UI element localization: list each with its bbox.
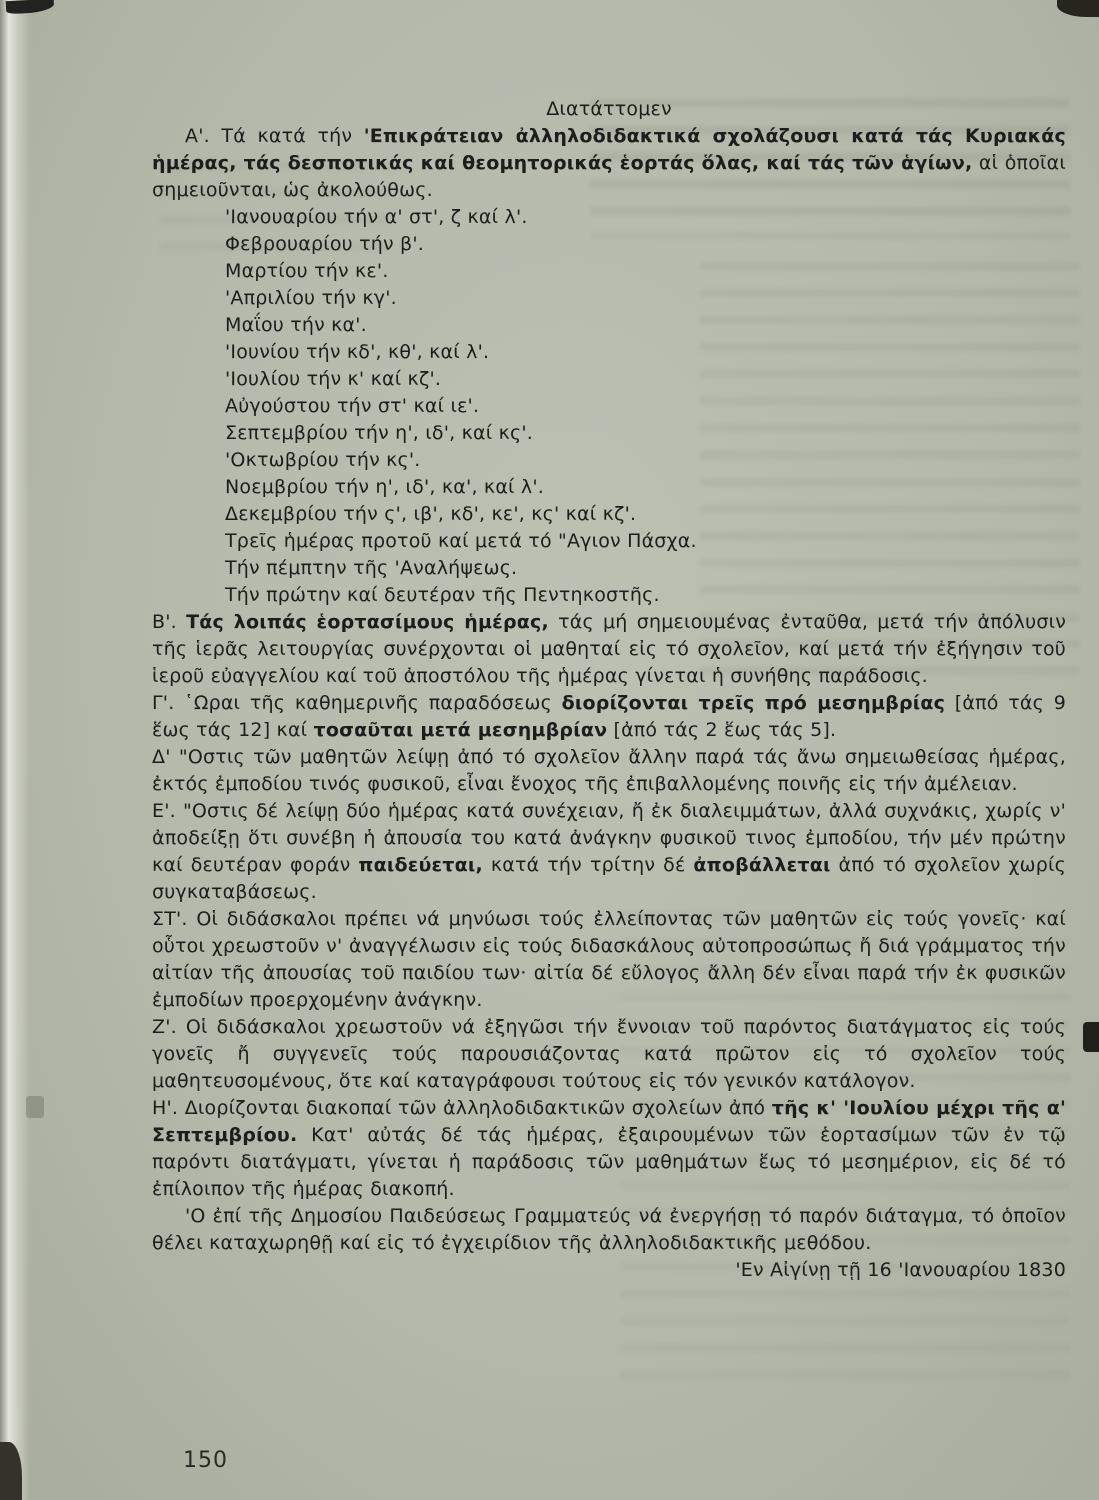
paragraph: [152, 690, 1066, 744]
list-line: Τρεῖς ἡμέρας προτοῦ καί μετά τό "Αγιον Πάσχα.: [225, 530, 697, 552]
text-run: Ε'. "Οστις δέ λείψῃ δύο ἡμέρας κατά συνέχειαν, ἤ ἐκ διαλειμμάτων, ἀλλά συχνάκις, χωρίς ν' ἀποδείξῃ ὅτι συνέβη ἡ ἀπουσία του κατά ἀνάγκην φυσικοῦ τινος ἐμποδίου, τήν μέν πρώτην καί δευτέραν φοράν: [152, 800, 1066, 876]
text-run: τάς μή σημειουμένας ἐνταῦθα, μετά τήν ἀπόλυσιν τῆς ἱερᾶς λειτουργίας συνέρχονται οἱ μαθηταί εἰς τό σχολεῖον, καί μετά τήν ἐξήγησιν τοῦ ἱεροῦ εὐαγγελίου καί τοῦ ἀποστόλου τῆς ἡμέρας γίνεται ἡ συνήθης παράδοσις.: [152, 611, 1067, 687]
text-run: αἱ ὁποῖαι σημειοῦνται, ὡς ἀκολούθως.: [152, 152, 1066, 201]
paragraph: [152, 1014, 1066, 1095]
list-line: Τήν πέμπτην τῆς 'Αναλήψεως.: [225, 557, 518, 579]
list-line: Σεπτεμβρίου τήν η', ιδ', καί κς'.: [225, 422, 534, 444]
text-run: Δ' "Οστις τῶν μαθητῶν λείψῃ ἀπό τό σχολεῖον ἄλλην παρά τάς ἄνω σημειωθείσας ἡμέρας, ἐκτός ἐμποδίου τινός φυσικοῦ, εἶναι ἔνοχος τῆς ἐπιβαλλομένης ποινῆς εἰς τήν ἀμέλειαν.: [152, 746, 1066, 795]
text-run: [ἀπό τάς 9 ἕως τάς 12] καί: [152, 692, 1067, 741]
document-body: [152, 96, 1066, 1284]
paragraph: [152, 798, 1066, 906]
list-line: 'Ιουνίου τήν κδ', κθ', καί λ'.: [225, 341, 490, 363]
text-run: Η'. Διορίζονται διακοπαί τῶν ἀλληλοδιδακτικῶν σχολείων ἀπό: [152, 1097, 772, 1119]
scan-artifact-left-edge: [26, 1096, 44, 1118]
list-line: Αὐγούστου τήν στ' καί ιε'.: [225, 395, 480, 417]
scan-left-edge: [0, 0, 30, 1500]
text-run: Κατ' αὐτάς δέ τάς ἡμέρας, ἐξαιρουμένων τῶν ἑορτασίμων τῶν ἐν τῷ παρόντι διατάγματι, γίνεται ἡ παράδοσις τῶν μαθημάτων ἕως τό μεσημέριον, εἰς δέ τό ἐπίλοιπον τῆς ἡμέρας διακοπή.: [152, 1124, 1066, 1200]
dateline: 'Εν Αἰγίνῃ τῇ 16 'Ιανουαρίου 1830: [735, 1259, 1066, 1281]
bold-text-run: 'Επικράτειαν ἀλληλοδιδακτικά σχολάζουσι κατά τάς Κυριακάς ἡμέρας, τάς δεσποτικάς καί θεομητορικάς ἑορτάς ὅλας, καί τάς τῶν ἁγίων,: [152, 125, 1067, 174]
list-line: Νοεμβρίου τήν η', ιδ', κα', καί λ'.: [225, 476, 545, 498]
paragraph: [152, 744, 1066, 798]
bold-text-run: τοσαῦται μετά μεσημβρίαν: [313, 719, 608, 741]
feast-day-list: [152, 204, 1066, 609]
text-run: κατά τήν τρίτην δέ: [482, 854, 694, 876]
bold-text-run: ἀποβάλλεται: [693, 854, 831, 876]
list-line: Τήν πρώτην καί δευτέραν τῆς Πεντηκοστῆς.: [225, 584, 660, 606]
list-line: Φεβρουαρίου τήν β'.: [225, 233, 425, 255]
list-line: Μαΐου τήν κα'.: [225, 314, 367, 336]
list-line: 'Ιανουαρίου τήν α' στ', ζ καί λ'.: [225, 206, 528, 228]
list-line: Δεκεμβρίου τήν ς', ιβ', κδ', κε', κς' καί κζ'.: [225, 503, 637, 525]
scan-artifact-top-right: [1057, 0, 1099, 17]
page-number: 150: [183, 1448, 228, 1473]
paragraph: [152, 1095, 1066, 1203]
paragraph: [152, 123, 1066, 204]
bold-text-run: διορίζονται τρεῖς πρό μεσημβρίας: [561, 692, 946, 714]
scan-artifact-top-left: [6, 0, 55, 14]
paragraph: [152, 609, 1066, 690]
scan-artifact-right-edge: [1083, 1022, 1099, 1052]
text-run: ἀπό τό σχολεῖον χωρίς συγκαταβάσεως.: [152, 854, 1066, 903]
paragraph: [152, 906, 1066, 1014]
text-run: 'Ο ἐπί τῆς Δημοσίου Παιδεύσεως Γραμματεύς νά ἐνεργήσῃ τό παρόν διάταγμα, τό ὁποῖον θέλει καταχωρηθῇ καί εἰς τό ἐγχειρίδιον τῆς ἀλληλοδιδακτικῆς μεθόδου.: [152, 1205, 1066, 1254]
bold-text-run: παιδεύεται,: [358, 854, 483, 876]
list-line: Μαρτίου τήν κε'.: [225, 260, 389, 282]
text-run: Ζ'. Οἱ διδάσκαλοι χρεωστοῦν νά ἐξηγῶσι τήν ἔννοιαν τοῦ παρόντος διατάγματος εἰς τούς γονεῖς ἤ συγγενεῖς τούς παρουσιάζοντας κατά πρῶτον εἰς τό σχολεῖον τούς μαθητευσομένους, ὅτε καί καταγράφουσι τούτους εἰς τόν γενικόν κατάλογον.: [152, 1016, 1066, 1092]
text-run: Α'. Τά κατά τήν: [185, 125, 364, 147]
text-run: Β'.: [152, 611, 187, 633]
bold-text-run: Τάς λοιπάς ἑορτασίμους ἡμέρας,: [186, 611, 549, 633]
text-run: ΣΤ'. Οἱ διδάσκαλοι πρέπει νά μηνύωσι τούς ἐλλείποντας τῶν μαθητῶν εἰς τούς γονεῖς· καί οὗτοι χρεωστοῦν ν' ἀναγγέλωσιν εἰς τούς διδασκάλους αὐτοπροσώπως ἤ διά γράμματος τήν αἰτίαν τῆς ἀπουσίας τοῦ παιδίου των· αἰτία δέ εὔλογος ἄλλη δέν εἶναι παρά τήν ἐκ φυσικῶν ἐμποδίων προερχομένην ἀνάγκην.: [152, 908, 1066, 1011]
text-run: Γ'. ῾Ωραι τῆς καθημερινῆς παραδόσεως: [152, 692, 562, 714]
document-blocks: [152, 123, 1066, 1257]
text-run: [ἀπό τάς 2 ἕως τάς 5].: [607, 719, 837, 741]
list-line: 'Ιουλίου τήν κ' καί κζ'.: [225, 368, 442, 390]
decree-title: Διατάττομεν: [546, 98, 672, 120]
list-line: 'Οκτωβρίου τήν κς'.: [225, 449, 421, 471]
list-line: 'Απριλίου τήν κγ'.: [225, 287, 397, 309]
bold-text-run: τῆς κ' 'Ιουλίου μέχρι τῆς α' Σεπτεμβρίου.: [152, 1097, 1066, 1146]
paragraph: [152, 1203, 1066, 1257]
